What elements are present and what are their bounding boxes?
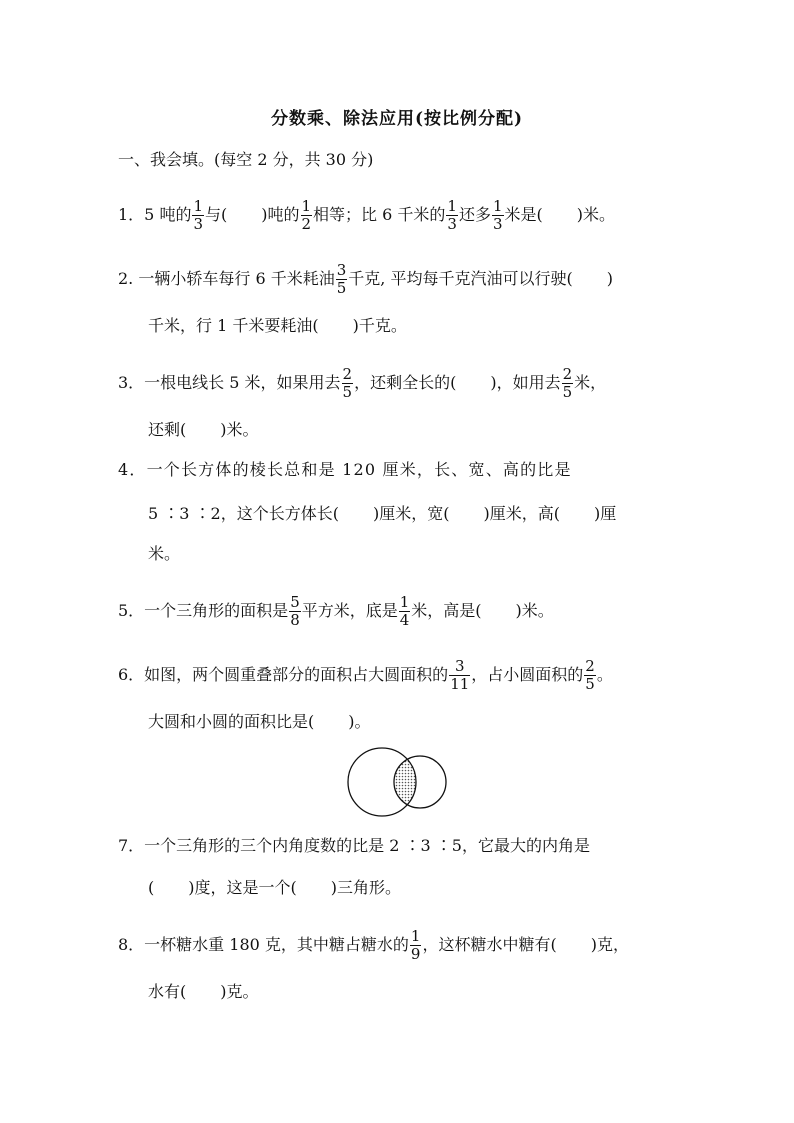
question-3-continued [148,420,259,440]
q3-text-a: 3．一根电线长 5 米，如果用去 [118,373,341,392]
q6-text-d: 大圆和小圆的面积比是( [148,712,315,731]
q1-text-g: )米。 [576,205,616,224]
q3-text-d: 米， [574,373,607,392]
fraction: $\frac{2}{5}$ [342,365,353,401]
q2-text-e: )千克。 [352,316,407,335]
q6-text-b: ，占小圆面积的 [471,665,584,684]
fraction: $\frac{2}{5}$ [585,657,595,693]
fraction: $\frac{1}{2}$ [301,197,312,233]
fraction: $\frac{5}{8}$ [290,593,300,629]
q4-text-e: )厘 [593,504,617,523]
fraction: $\frac{1}{3}$ [193,197,203,233]
q7-text-b: ( [148,878,155,897]
q6-text-a: 6．如图，两个圆重叠部分的面积占大圆面积的 [118,665,449,684]
q1-text-c: )吨的 [261,205,300,224]
q3-text-b: ，还剩全长的( [354,373,457,392]
q3-text-e: 还剩( [148,420,187,439]
fraction: $\frac{1}{3}$ [447,197,457,233]
q7-text-a: 7．一个三角形的三个内角度数的比是 2 ∶3 ∶5，它最大的内角是 [118,836,590,855]
question-4-continued [148,504,616,524]
q1-text-b: 与( [205,205,228,224]
q2-text-d: 千米，行 1 千米要耗油( [148,316,319,335]
q1-text-a: 1．5 吨的 [118,205,192,224]
question-2 [118,262,613,297]
question-7-continued [148,878,401,898]
q8-text-b: ，这杯糖水中糖有( [422,935,557,954]
question-6-continued [148,712,371,732]
q5-text-a: 5．一个三角形的面积是 [118,601,289,620]
q4-text-d: )厘米，高( [483,504,560,523]
question-8-continued [148,982,259,1002]
q7-text-c: )度，这是一个( [188,878,297,897]
q1-text-d: 相等；比 6 千米的 [313,205,446,224]
question-4 [118,460,572,480]
fraction: $\frac{3}{11}$ [450,657,470,693]
q1-text-f: 米是( [504,205,543,224]
section-heading: 一、我会填。(每空 2 分，共 30 分) [118,150,374,169]
q8-text-a: 8．一杯糖水重 180 克，其中糖占糖水的 [118,935,409,954]
question-8 [118,928,629,963]
q2-text-c: ) [606,269,613,288]
q4-text-b: 5 ∶3 ∶2，这个长方体长( [148,504,339,523]
q5-text-c: 米，高是( [411,601,482,620]
q5-text-b: 平方米，底是 [301,601,398,620]
q1-text-e: 还多 [458,205,491,224]
q8-text-d: 水有( [148,982,187,1001]
question-7 [118,836,590,856]
q5-text-d: )米。 [515,601,554,620]
q3-text-f: )米。 [220,420,259,439]
q7-text-d: )三角形。 [330,878,401,897]
q6-text-c: 。 [596,665,613,684]
q8-text-c: )克， [590,935,629,954]
question-4-end [148,544,180,564]
q4-text-c: )厘米，宽( [372,504,450,523]
q4-text-f: 米。 [148,544,181,563]
q3-text-c: )，如用去 [490,373,561,392]
q4-text-a: 4．一个长方体的棱长总和是 120 厘米，长、宽、高的比是 [118,460,572,479]
fraction: $\frac{1}{3}$ [492,197,503,233]
question-1 [118,198,615,233]
q2-text-a: 2. 一辆小轿车每行 6 千米耗油 [118,269,335,288]
fraction: $\frac{3}{5}$ [336,261,347,297]
question-6 [118,658,613,693]
q6-text-e: )。 [348,712,371,731]
question-5 [118,594,554,629]
fraction: $\frac{1}{9}$ [410,927,421,963]
page-title: 分数乘、除法应用(按比例分配) [270,109,524,129]
fraction: $\frac{2}{5}$ [562,365,573,401]
q8-text-e: )克。 [220,982,259,1001]
q2-text-b: 千克, 平均每千克汽油可以行驶( [348,269,573,288]
question-3 [118,366,606,401]
fraction: $\frac{1}{4}$ [399,593,410,629]
question-2-continued [148,316,407,336]
overlapping-circles-figure [344,742,454,822]
